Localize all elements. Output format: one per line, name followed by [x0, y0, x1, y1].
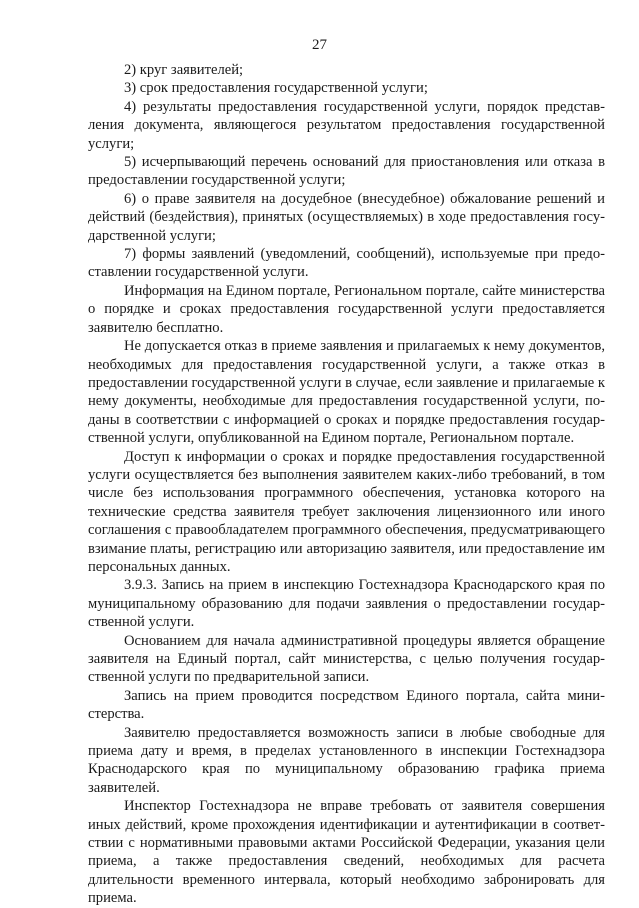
paragraph-procedure-basis: Основанием для начала административной процедуры является обращение заявителя на Единый портал, сайт министерства, с целью получения государственной услуги по предварительной записи. — [88, 632, 605, 686]
paragraph-appointment-choice: Заявителю предоставляется возможность записи в любые свободные для приема дату и время, в пределах установленного в инспекции Гостехнадзора Краснодарского края по муниципальному образованию графика приема заявителей. — [88, 724, 605, 796]
paragraph-item-4: 4) результаты предоставления государственной услуги, порядок представления документа, являющегося результатом предоставления государственной услуги; — [88, 98, 605, 152]
paragraph-access-to-info: Доступ к информации о сроках и порядке предоставления государственной услуги осуществляется без выполнения заявителем каких-либо требований, в том числе без использования программного обеспечения, установка которого на технические средства заявителя требует заключения лицензионного или иного соглашения с правообладателем программного обеспечения, предусматривающего взимание платы, регистрацию или авторизацию заявителя, или предоставление им персональных данных. — [88, 448, 605, 575]
paragraph-item-2: 2) круг заявителей; — [124, 62, 244, 78]
paragraph-inspector-restrictions: Инспектор Гостехнадзора не вправе требовать от заявителя совершения иных действий, кроме прохождения идентификации и аутентификации в соответствии с нормативными правовыми актами Российской Федерации, указания цели приема, а также предоставления сведений, необходимых для расчета длительности временного интервала, который необходимо забронировать для приема. — [88, 798, 605, 907]
paragraph-free-info: Информация на Едином портале, Региональном портале, сайте министерства о порядке и сроках предоставления государственной услуги предоставляется заявителю бесплатно. — [88, 282, 605, 336]
paragraph-section-3-9-3: 3.9.3. Запись на прием в инспекцию Гостехнадзора Краснодарского края по муниципальному образованию для подачи заявления о предоставлении государственной услуги. — [88, 577, 605, 631]
paragraph-refusal-not-allowed: Не допускается отказ в приеме заявления и прилагаемых к нему документов, необходимых для предоставления государственной услуги, а также отказ в предоставлении государственной услуги в случае, если заявление и прилагаемые к нему документы, необходимые для предоставления государственной услуги, поданы в соответствии с информацией о сроках и порядке предоставления государственной услуги, опубликованной на Едином портале, Региональном портале. — [88, 338, 605, 447]
paragraph-item-3: 3) срок предоставления государственной услуги; — [124, 80, 428, 97]
paragraph-item-6: 6) о праве заявителя на досудебное (внесудебное) обжалование решений и действий (бездействия), принятых (осуществляемых) в ходе предоставления государственной услуги; — [88, 190, 605, 244]
paragraph-item-7: 7) формы заявлений (уведомлений, сообщений), используемые при предоставлении государственной услуги. — [88, 246, 605, 281]
paragraph-appointment-method: Запись на прием проводится посредством Единого портала, сайта министерства. — [88, 687, 605, 723]
paragraph-item-5: 5) исчерпывающий перечень оснований для приостановления или отказа в предоставлении государственной услуги; — [88, 154, 605, 189]
page-number: 27 — [312, 37, 327, 53]
document-body — [88, 61, 605, 908]
